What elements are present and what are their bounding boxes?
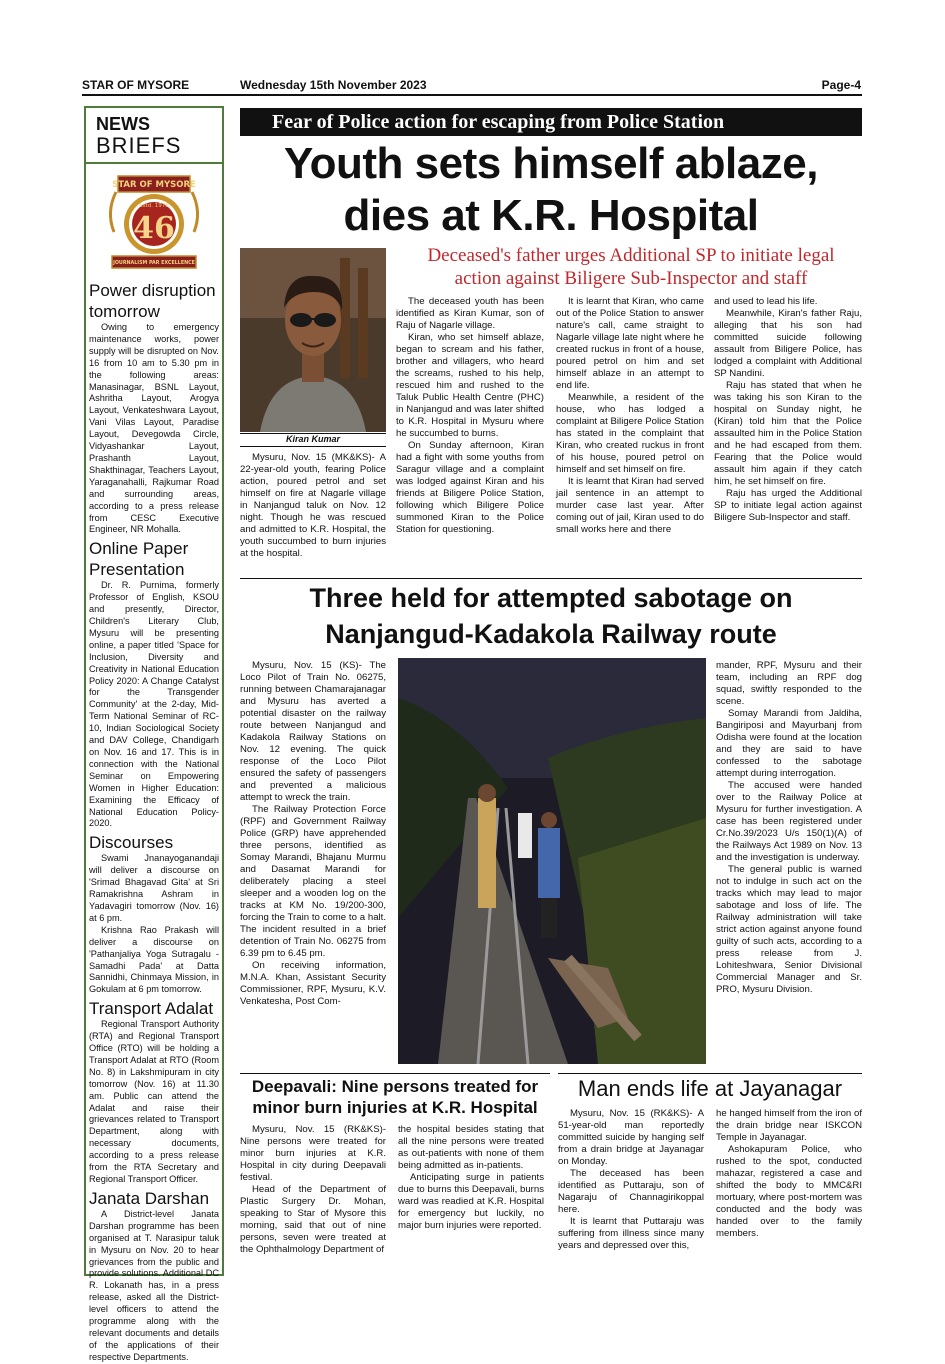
- story1-column-2: [396, 296, 544, 536]
- brief-paragraph: A District-level Janata Darshan programme has been organised at T. Narasipur taluk in Mysuru on Nov. 20 to hear grievances from the public and provide solutions. Additional DC R. Lokanath has, in a press release, asked all the District-level officers to attend the programme along with the relevant documents and details of the applications of their respective Departments.: [89, 1208, 219, 1362]
- story4-column-2: [716, 1108, 862, 1240]
- logo-number: 46: [133, 211, 175, 246]
- paragraph: The general public is warned not to indulge in such act on the tracks which may lead to major sabotage and loss of life. The Railway administration will take strict action against anyone found guilty of such acts, according to a press release from J. Lohiteshwara, Senior Divisional Commercial Manager and Sr. PRO, Mysuru Division.: [716, 864, 862, 995]
- brief-heading: Online Paper Presentation: [89, 539, 189, 580]
- news-briefs-body: [84, 164, 224, 1362]
- paragraph: Raju has urged the Additional SP to initiate legal action against Biligere Sub-Inspector and staff.: [714, 488, 862, 523]
- brief-heading: Janata Darshan: [89, 1188, 210, 1208]
- railway-track-photo: [398, 658, 706, 1064]
- brief-body: [89, 853, 219, 996]
- paragraph: On receiving information, M.N.A. Khan, Assistant Security Commissioner, RPF, Mysuru, K.V. Venkatesha, Post Com-: [240, 960, 386, 1007]
- paragraph: Raju has stated that when he was taking his son Kiran to the hospital on Sunday night, he (Kiran) told him that the Police assaulted him in the Police Station and he had escaped from them. Fearing that the Police would assault him again if they catch him, he set himself on fire.: [714, 380, 862, 487]
- story3-headline-2: minor burn injuries at K.R. Hospital: [252, 1098, 538, 1117]
- kiran-kumar-photo: [240, 248, 386, 432]
- brief-heading: Discourses: [89, 833, 174, 853]
- paragraph: Kiran, who set himself ablaze, began to scream and his father, brother and villagers, who heard the screams, rushed to his help, rescued him and rushed to the Taluk Public Health Centre (PHC) in Nanjangud and was later shifted to K.R. Hospital in Mysuru where he succumbed to burns.: [396, 332, 544, 439]
- story2-headline-2: Nanjangud-Kadakola Railway route: [325, 619, 777, 649]
- news-briefs-title-top: NEWS: [96, 114, 150, 134]
- paragraph: The deceased has been identified as Puttaraju, son of Nagaraju of Channagirikoppal here.: [558, 1168, 704, 1215]
- paragraph: Mysuru, Nov. 15 (MK&KS)- A 22-year-old youth, fearing Police action, poured petrol and set himself on fire at Nagarle village in Nanjangud taluk on Nov. 12 night. Though he was rescued and admitted to K.R. Hospital, the youth succumbed to burn injuries at the hospital.: [240, 452, 386, 559]
- page-number: Page-4: [821, 78, 861, 92]
- news-briefs-sidebar: [84, 106, 224, 1362]
- brief-body: [89, 580, 219, 830]
- story1-headline-1: Youth sets himself ablaze,: [284, 139, 818, 188]
- story1-column-4: [714, 296, 862, 524]
- story3-column-2: [398, 1124, 544, 1232]
- brief-paragraph: Regional Transport Authority (RTA) and Regional Transport Office (RTO) will be holding a Transport Adalat at RTO (Room No. 8) in Lakshmipuram in city tomorrow (Nov. 16) at 11.30 am. Public can attend the Adalat and raise their grievances related to Transport Department, along with necessary documents, according to a press release from the RTA Secretary and Regional Transport Officer.: [89, 1019, 219, 1184]
- story4-top-rule: [558, 1073, 862, 1074]
- paragraph: he hanged himself from the iron of the drain bridge near ISKCON Temple in Jayanagar.: [716, 1108, 862, 1143]
- story2-headline-1: Three held for attempted sabotage on: [309, 583, 793, 613]
- paragraph: Mysuru, Nov. 15 (RK&KS)- A 51-year-old man reportedly committed suicide by hanging self from a drain bridge at Jayanagar on Monday.: [558, 1108, 704, 1167]
- issue-date: Wednesday 15th November 2023: [240, 78, 427, 92]
- news-briefs-title-box: [84, 106, 224, 164]
- logo-estd: Estd. 1978: [139, 203, 169, 209]
- story3-headline-1: Deepavali: Nine persons treated for: [251, 1077, 539, 1096]
- photo-caption: Kiran Kumar: [240, 433, 386, 447]
- story1-kicker: Fear of Police action for escaping from Police Station: [240, 108, 862, 136]
- brief-paragraph: Dr. R. Purnima, formerly Professor of English, KSOU and presently, Director, Children's Literary Club, Mysuru will be presenting online, a paper titled 'Space for Inclusion, Diversity and Creativity in National Education Policy 2020: A Change Catalyst for the Transgender Community' at the 2-day, Mid-Term National Seminar of RC-10, Indian Sociological Society and DAV College, Chandigarh on Nov. 16 and 17. This is in connection with the National Seminar on Empowering Women in Higher Education: Examining the Efficacy of National Education Policy-2020.: [89, 580, 219, 829]
- story2-top-rule: [240, 578, 862, 579]
- story4-column-1: [558, 1108, 704, 1252]
- paragraph: Meanwhile, Kiran's father Raju, alleging that his son had committed suicide following assault from Biligere Police, has lodged a complaint with Additional SP Nandini.: [714, 308, 862, 379]
- brief-paragraph: Krishna Rao Prakash will deliver a discourse on 'Pathanjaliya Yoga Sutragalu - Samadhi Pada' at Datta Sannidhi, Chinmaya Mission, in Gokulam at 6 pm tomorrow.: [89, 924, 219, 995]
- paragraph: Mysuru, Nov. 15 (RK&KS)- Nine persons were treated for minor burn injuries at K.R. Hospital in city during Deepavali festival.: [240, 1124, 386, 1183]
- anniversary-logo: [89, 164, 219, 278]
- story1-subhead-1: Deceased's father urges Additional SP to initiate legal: [427, 245, 835, 266]
- paper-name: STAR OF MYSORE: [82, 78, 190, 92]
- paragraph: mander, RPF, Mysuru and their team, including an RPF dog squad, swiftly responded to the scene.: [716, 660, 862, 707]
- paragraph: Somay Marandi from Jaldiha, Bangiriposi and Mayurbanj from Odisha were found at the location and they are said to have confessed to the sabotage attempt during interrogation.: [716, 708, 862, 779]
- paragraph: It is learnt that Kiran, who came out of the Police Station to answer nature's call, came straight to Nagarle village late night where he created ruckus in front of a house, poured petrol on him and set himself ablaze in an attempt to end life.: [556, 296, 704, 391]
- logo-ring-text: STAR OF MYSORE: [112, 180, 196, 190]
- story1-headline-2: dies at K.R. Hospital: [343, 191, 759, 240]
- paragraph: Ashokapuram Police, who rushed to the spot, conducted mahazar, registered a case and shifted the body to MMC&RI mortuary, where post-mortem was conducted and the body was handed over to the family members.: [716, 1144, 862, 1239]
- paragraph: The Railway Protection Force (RPF) and Government Railway Police (GRP) have apprehended three persons, identified as Somay Marandi, Bhajanu Murmu and Dasamat Marandi for deliberately placing a steel sleeper and a wooden log on the tracks at KM No. 19/200-300, forcing the Train to come to a halt. The incident resulted in a brief detention of Train No. 06275 from 6.39 pm to 6.45 pm.: [240, 804, 386, 959]
- brief-paragraph: Swami Jnanayoganandaji will deliver a discourse on 'Srimad Bhagavad Gita' at Sri Ramakrishna Ashram in Yadavagiri tomorrow (Nov. 16) at 6 pm.: [89, 853, 219, 923]
- paragraph: Head of the Department of Plastic Surgery Dr. Mohan, speaking to Star of Mysore this morning, said that out of nine persons, seven were treated at the Ophthalmology Department of: [240, 1184, 386, 1255]
- logo-motto: JOURNALISM PAR EXCELLENCE: [113, 261, 195, 266]
- news-briefs-title-bottom: BRIEFS: [96, 133, 182, 158]
- brief-body: [89, 1209, 219, 1364]
- story4-headline: Man ends life at Jayanagar: [577, 1076, 843, 1101]
- paragraph: It is learnt that Kiran had served jail sentence in an attempt to murder case last year. After coming out of jail, Kiran used to do small works here and there: [556, 476, 704, 535]
- paragraph: Mysuru, Nov. 15 (KS)- The Loco Pilot of Train No. 06275, running between Chamarajanagar and Mysuru has averted a potential disaster on the railway route between Nanjangud and Kadakola Railway Stations on Nov. 12 evening. The quick response of the Loco Pilot ensured the safety of passengers and prevented a malicious attempt to wreck the train.: [240, 660, 386, 803]
- story2-column-1: [240, 660, 386, 1008]
- paragraph: Anticipating surge in patients due to burns this Deepavali, burns ward was readied at K.R. Hospital for emergency but luckily, no major burn injuries were reported.: [398, 1172, 544, 1231]
- brief-body: [89, 322, 219, 536]
- news-briefs-list: [89, 280, 219, 1364]
- brief-paragraph: Owing to emergency maintenance works, power supply will be disrupted on Nov. 16 from 10 am to 5.30 pm in the following areas: Manasinagar, BSNL Layout, Ashritha Layout, Arogya Layout, Venkateshwara Layout, Vani Vilas Layout, Paradise Layout, Devegowda Circle, Vidyashankar Layout, Prashanth Layout, Shakthinagar, Teachers Layout, Yaraganahalli, Rajkumar Road and surrounding areas, according to a press release from CESC Executive Engineer, NR Mohalla.: [89, 322, 219, 535]
- story1-subhead-2: action against Biligere Sub-Inspector and staff: [454, 268, 808, 289]
- paragraph: The accused were handed over to the Railway Police at Mysuru for further investigation. A case has been registered under Cr.No.39/2023 U/s 150(1)(A) of the Railways Act 1989 on Nov. 13 and the investigation is underway.: [716, 780, 862, 863]
- masthead-rule: [82, 94, 862, 96]
- story3-column-1: [240, 1124, 386, 1256]
- paragraph: It is learnt that Puttaraju was suffering from illness since many years and depressed over this,: [558, 1216, 704, 1251]
- story2-column-3: [716, 660, 862, 996]
- brief-heading: Transport Adalat: [89, 999, 214, 1019]
- anniversary-46-emblem: [104, 172, 204, 278]
- story1-column-3: [556, 296, 704, 536]
- brief-body: [89, 1019, 219, 1186]
- paragraph: Meanwhile, a resident of the house, who has lodged a complaint at Biligere Police Station has stated in the complaint that Kiran, who created ruckus in front of his house, poured petrol on himself and set himself on fire.: [556, 392, 704, 475]
- paragraph: On Sunday afternoon, Kiran had a fight with some youths from Saragur village and a complaint was lodged against Kiran and his friends at Biligere Police Station, following which Biligere Police summoned Kiran to the Police Station for questioning.: [396, 440, 544, 535]
- story3-top-rule: [240, 1073, 550, 1074]
- paragraph: the hospital besides stating that all the nine persons were treated as out-patients with none of them being admitted as in-patients.: [398, 1124, 544, 1171]
- story1-column-1: [240, 452, 386, 560]
- paragraph: and used to lead his life.: [714, 296, 818, 307]
- paragraph: The deceased youth has been identified as Kiran Kumar, son of Raju of Nagarle village.: [396, 296, 544, 331]
- brief-heading: Power disruption tomorrow: [89, 281, 216, 321]
